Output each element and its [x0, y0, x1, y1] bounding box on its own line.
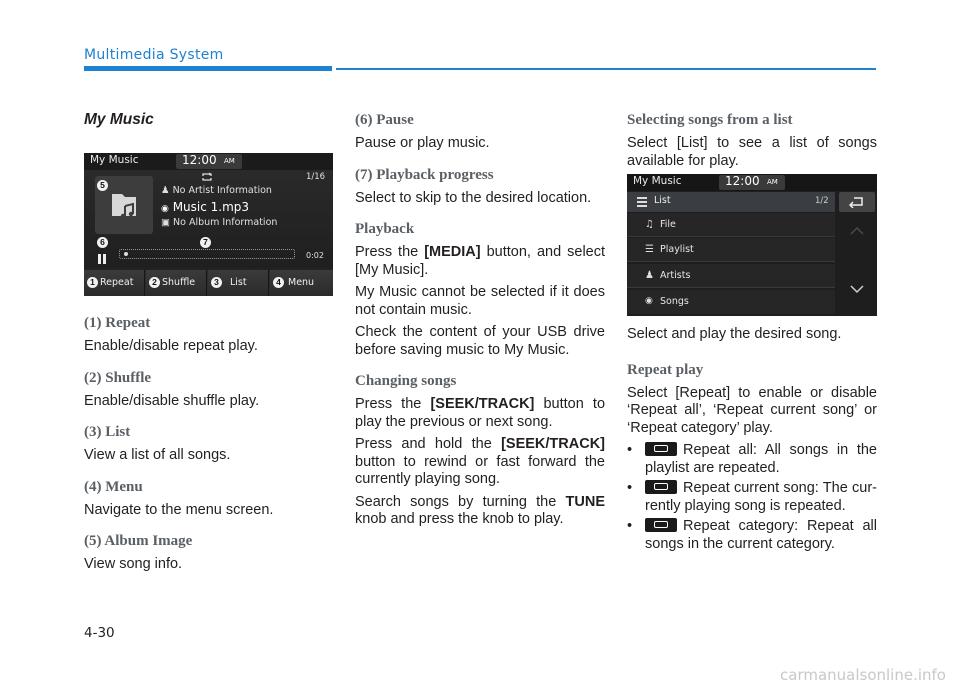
changing-songs-section: [355, 373, 605, 529]
song-icon: ◉: [645, 296, 653, 306]
bullet-text: Repeat category: Repeat all songs in the current category.: [645, 518, 877, 552]
section-title: Changing songs: [355, 373, 457, 389]
section-title: Playback: [355, 221, 415, 237]
list-icon: [637, 197, 647, 207]
seek-track-key-label: [SEEK/TRACK]: [430, 396, 535, 412]
page-number: 4-30: [84, 625, 115, 641]
list-item-file[interactable]: [627, 213, 835, 237]
playback-paragraph-1: [355, 244, 605, 279]
header-rule-thin: [336, 68, 876, 70]
clock-ampm: AM: [224, 157, 235, 165]
section-title: (5) Album Image: [84, 533, 193, 549]
text-run: button to play the previous or next song.: [355, 396, 606, 430]
section-title: (4) Menu: [84, 478, 143, 495]
pause-section: [355, 112, 605, 153]
section-title: Repeat play: [627, 361, 704, 378]
artist-row: [161, 185, 272, 196]
list-item-playlist[interactable]: [627, 238, 835, 262]
list-item: • Repeat category: Repeat all songs in the current category.: [627, 518, 877, 552]
text-run: Press the: [355, 396, 431, 412]
column-1: [84, 111, 334, 129]
section-title: (7) Playback progress: [355, 166, 494, 183]
artist-icon: ♟: [645, 270, 654, 281]
repeat-status-icon: [201, 172, 213, 182]
progress-knob: [124, 252, 128, 256]
text-run: Press the: [355, 244, 425, 260]
section-text: Select to skip to the desired location.: [355, 189, 592, 206]
column-2: [355, 112, 605, 543]
track-count: 1/16: [306, 172, 326, 182]
section-text: View a list of all songs.: [84, 447, 231, 463]
selecting-text: Select [List] to see a list of songs available for play.: [627, 135, 877, 169]
callout-7: 7: [200, 237, 211, 248]
button-label: Repeat: [100, 277, 134, 288]
section-text: Navigate to the menu screen.: [84, 501, 274, 518]
bullet-text: Repeat all: All songs in the playlist are repeated.: [645, 442, 877, 476]
button-number: 1: [87, 277, 98, 288]
list-header: [627, 192, 835, 212]
back-icon: [849, 196, 865, 208]
section-text: Enable/disable shuffle play.: [84, 392, 260, 409]
person-icon: ♟: [161, 185, 170, 196]
playback-section: [355, 221, 605, 359]
album-text: No Album Information: [173, 217, 278, 228]
text-run: Press and hold the: [355, 436, 502, 452]
media-key-label: [MEDIA]: [424, 244, 481, 260]
clock-time: 12:00: [182, 153, 217, 167]
clock-ampm: AM: [767, 178, 778, 186]
section-title: (2) Shuffle: [84, 369, 152, 386]
seek-track-key-label: [SEEK/TRACK]: [501, 436, 605, 452]
my-music-list-screen: [627, 174, 877, 316]
menu-section: [84, 479, 334, 520]
elapsed-time: 0:02: [306, 251, 324, 260]
pause-icon: [97, 254, 107, 264]
section-text: Enable/disable repeat play.: [84, 338, 258, 354]
list-item-label: Artists: [660, 270, 691, 281]
song-title: Music 1.mp3: [172, 200, 250, 214]
clock-time: 12:00: [725, 174, 760, 188]
button-number: 4: [273, 277, 284, 288]
my-music-heading: My Music: [84, 111, 154, 128]
album-icon: ▣: [161, 217, 170, 228]
changing-paragraph-1: [355, 396, 605, 431]
list-item: • Repeat current song: The cur-rently playing song is repeated.: [627, 480, 877, 514]
after-list-text: Select and play the desired song.: [627, 326, 842, 342]
repeat-all-icon: [645, 442, 677, 456]
text-run: knob and press the knob to play.: [355, 511, 564, 527]
header-rule-thick: [84, 66, 332, 71]
playback-paragraph-2: My Music cannot be selected if it does not contain music.: [355, 284, 605, 318]
list-page: 1/2: [815, 196, 829, 206]
callout-6: 6: [97, 237, 108, 248]
section-header-title: Multimedia System: [84, 47, 224, 63]
list-button[interactable]: [208, 270, 269, 296]
repeat-text: Select [Repeat] to enable or disable ‘Repeat all’, ‘Repeat current song’ or ‘Repeat category’ play.: [627, 384, 877, 436]
my-music-screen: [84, 153, 333, 296]
changing-paragraph-3: [355, 494, 605, 529]
repeat-one-icon: [645, 480, 677, 494]
section-text: View song info.: [84, 556, 183, 572]
pause-button[interactable]: [97, 251, 107, 261]
column-3-top: [627, 112, 877, 175]
artist-text: No Artist Information: [172, 185, 272, 196]
repeat-button[interactable]: [84, 270, 145, 296]
tune-key-label: TUNE: [565, 493, 605, 510]
section-title: (1) Repeat: [84, 315, 151, 331]
screen-title: My Music: [633, 175, 682, 187]
section-text: Pause or play music.: [355, 135, 490, 151]
playback-paragraph-3: Check the content of your USB drive before saving music to My Music.: [355, 324, 605, 358]
scroll-up-button[interactable]: [841, 220, 873, 270]
text-run: button to rewind or fast forward the currently playing song.: [355, 453, 605, 487]
column-3-bottom: [627, 326, 877, 556]
button-label: Shuffle: [162, 277, 196, 288]
song-icon: ◉: [161, 204, 169, 214]
button-number: 3: [211, 277, 222, 288]
repeat-mode-list: [627, 442, 877, 553]
list-item-label: Playlist: [660, 244, 694, 255]
button-number: 2: [149, 277, 160, 288]
playback-progress-bar[interactable]: [119, 249, 295, 259]
chevron-down-icon: [841, 278, 873, 298]
album-image-section: [84, 533, 334, 574]
back-button[interactable]: [839, 192, 875, 212]
menu-button[interactable]: [270, 270, 333, 296]
shuffle-section: [84, 370, 334, 411]
music-note-icon: ♫: [645, 219, 654, 230]
scroll-down-button[interactable]: [841, 278, 873, 316]
text-run: button, and select [My Music].: [355, 244, 606, 278]
button-label: Menu: [288, 277, 315, 288]
watermark: carmanualsonline.info: [780, 666, 946, 684]
list-item-artists[interactable]: [627, 264, 835, 288]
section-title: (6) Pause: [355, 112, 414, 128]
column-1-sections: [84, 315, 334, 588]
section-title: Selecting songs from a list: [627, 112, 793, 128]
button-label: List: [230, 277, 247, 288]
list-section: [84, 424, 334, 465]
list-item-label: Songs: [660, 296, 689, 307]
text-run: Search songs by turning the: [355, 493, 566, 510]
bullet-text: Repeat current song: The cur-rently playing song is repeated.: [645, 480, 877, 514]
chevron-up-icon: [841, 220, 873, 240]
album-row: [161, 217, 277, 228]
repeat-section: [84, 315, 334, 356]
callout-5: 5: [97, 180, 108, 191]
list-item-label: File: [660, 219, 676, 230]
list-label: List: [654, 195, 671, 206]
song-row: [161, 200, 249, 214]
screen-title: My Music: [90, 154, 139, 166]
list-item-songs[interactable]: [627, 290, 835, 314]
playlist-icon: ☰: [645, 244, 654, 255]
section-title: (3) List: [84, 424, 131, 440]
list-item: • Repeat all: All songs in the playlist are repeated.: [627, 442, 877, 476]
playback-progress-section: [355, 167, 605, 208]
changing-paragraph-2: [355, 436, 605, 489]
repeat-category-icon: [645, 518, 677, 532]
shuffle-button[interactable]: [146, 270, 207, 296]
